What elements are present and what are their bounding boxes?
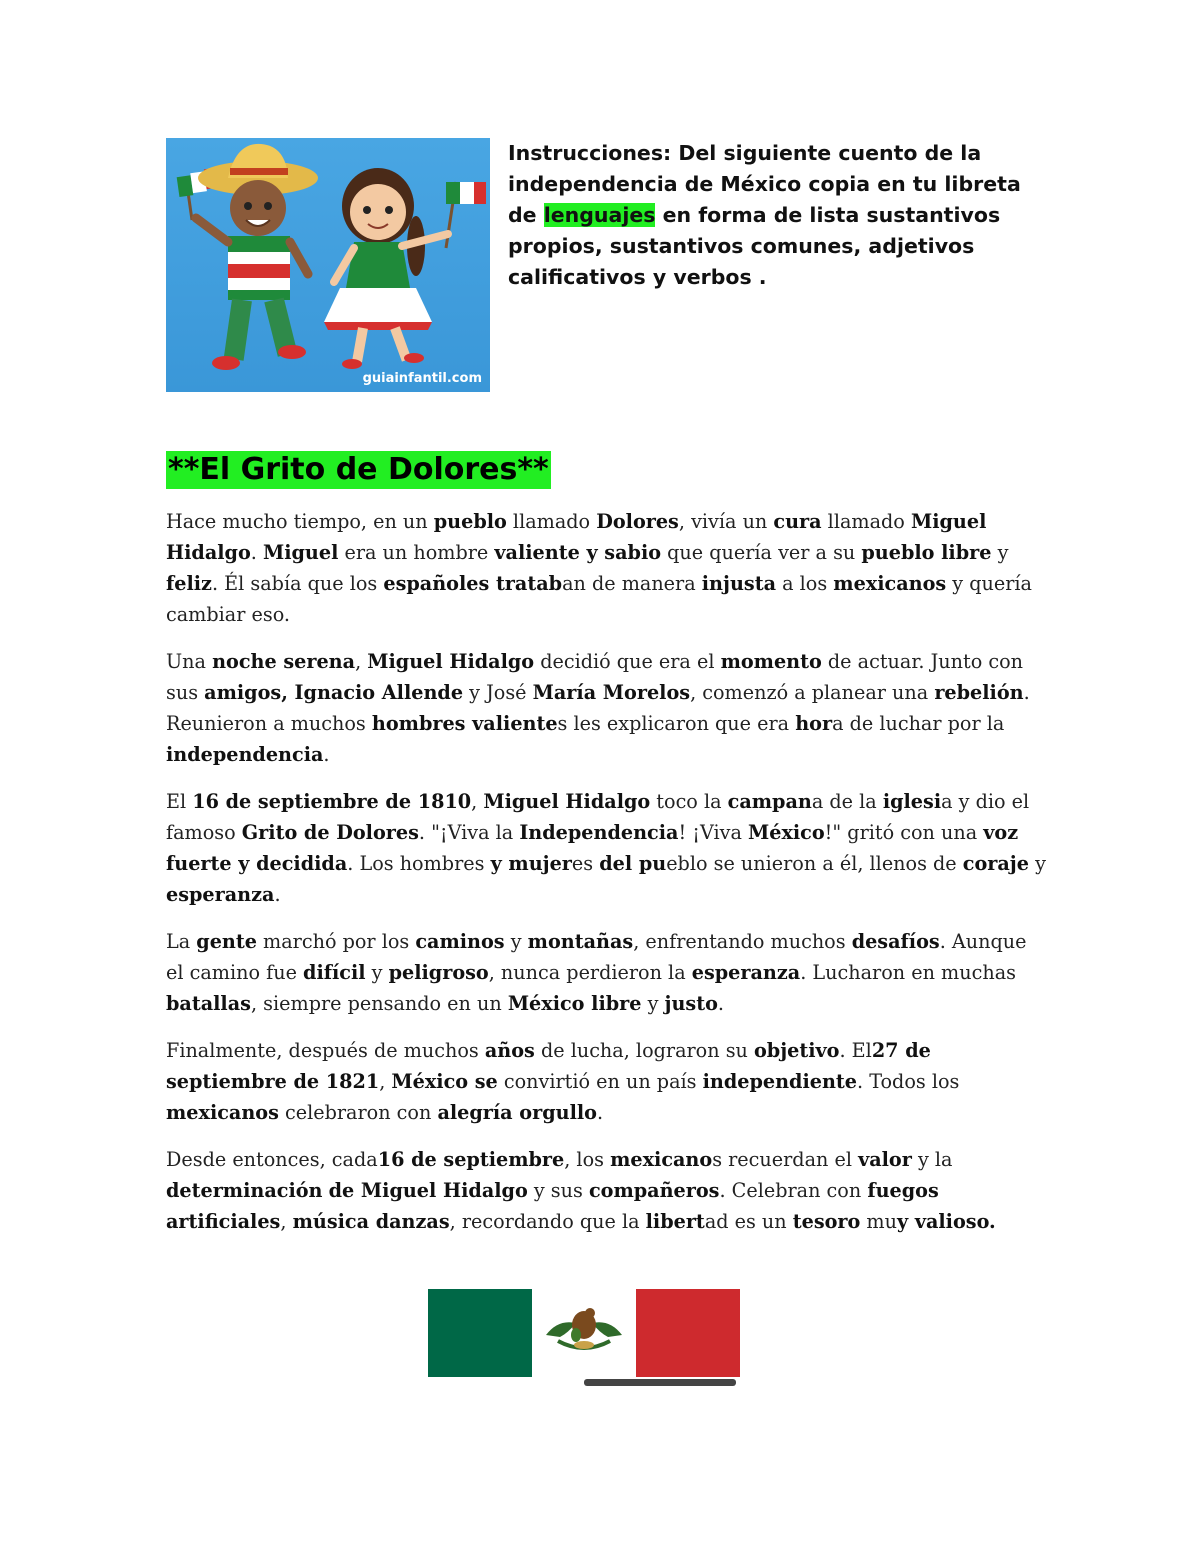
text-run: llamado [506, 510, 597, 533]
text-run: . [250, 541, 263, 564]
text-run: mu [860, 1210, 897, 1233]
text-run: Finalmente, después de muchos [166, 1039, 485, 1062]
text-run: Una [166, 650, 213, 673]
text-run: . Lucharon en muchas [800, 961, 1016, 984]
text-run: . El [839, 1039, 872, 1062]
text-run: . [717, 992, 724, 1015]
text-run: . Todos los [857, 1070, 960, 1093]
bold-word: tesoro [792, 1210, 861, 1233]
text-run: , vivía un [678, 510, 774, 533]
bold-word: Dolores [596, 510, 679, 533]
text-run: , [355, 650, 368, 673]
bold-word: alegría orgullo [437, 1101, 597, 1124]
bold-word: Grito de Dolores [241, 821, 419, 844]
instructions-highlight: lenguajes [543, 203, 656, 227]
bold-word: justo [664, 992, 718, 1015]
bold-word: Miguel Hidalgo [367, 650, 535, 673]
text-run: toco la [650, 790, 728, 813]
text-run: . Celebran con [719, 1179, 868, 1202]
text-run: eblo se unieron a él, llenos de [666, 852, 963, 875]
text-run: a de luchar por la [832, 712, 1005, 735]
text-run: , [280, 1210, 293, 1233]
bold-word: esperanza [691, 961, 801, 984]
bold-word: compañeros [588, 1179, 720, 1202]
bold-word: música danzas [292, 1210, 450, 1233]
story-paragraph [166, 1144, 1046, 1237]
text-run: , [471, 790, 484, 813]
bold-word: hor [795, 712, 833, 735]
text-run: es [571, 852, 600, 875]
text-run: y sus [527, 1179, 589, 1202]
text-run: . [596, 1101, 604, 1124]
text-run: . Él sabía que los [211, 572, 384, 595]
text-run: y quería cambiar eso. [166, 572, 1032, 626]
bold-word: 16 de septiembre [377, 1148, 565, 1171]
text-run: s recuerdan el [712, 1148, 859, 1171]
bold-word: de Miguel Hidalgo [328, 1179, 528, 1202]
text-run: , nunca perdieron la [488, 961, 692, 984]
text-run: y [991, 541, 1009, 564]
bold-word: rebelión [934, 681, 1024, 704]
bold-word: valiente y sabio [494, 541, 662, 564]
text-run: y la [911, 1148, 953, 1171]
bold-word: injusta [701, 572, 776, 595]
bold-word: mexicanos [166, 1101, 279, 1124]
text-run: s les explicaron que era [557, 712, 796, 735]
text-run: ! ¡Viva [678, 821, 748, 844]
bold-word: México se [391, 1070, 498, 1093]
bold-word: y mujer [490, 852, 572, 875]
bold-word: determinación [166, 1179, 323, 1202]
text-run: y [504, 930, 528, 953]
text-run: . Aunque el camino fue [166, 930, 1027, 984]
bold-word: independiente [702, 1070, 857, 1093]
flag-green-stripe [428, 1289, 532, 1377]
instructions-text [508, 138, 1028, 293]
text-run: . [323, 743, 330, 766]
text-run: a de la [811, 790, 883, 813]
text-run: La [166, 930, 197, 953]
bold-word: hombres valiente [371, 712, 558, 735]
bold-word: noche serena [212, 650, 356, 673]
story-body [166, 506, 1046, 1253]
children-with-flags-icon [166, 138, 490, 392]
text-run: y [1028, 852, 1046, 875]
bold-word: españoles tratab [383, 572, 563, 595]
bold-word: 16 de septiembre de 1810 [192, 790, 472, 813]
bold-word: feliz [166, 572, 212, 595]
text-run: , los [564, 1148, 611, 1171]
text-run: ad es un [704, 1210, 793, 1233]
bold-word: momento [720, 650, 822, 673]
bold-word: iglesi [882, 790, 942, 813]
bold-word: México libre [507, 992, 642, 1015]
text-run: . "¡Viva la [418, 821, 520, 844]
story-paragraph [166, 926, 1046, 1019]
text-run: y José [463, 681, 533, 704]
text-run: de lucha, lograron su [534, 1039, 754, 1062]
text-run: , recordando que la [449, 1210, 646, 1233]
story-paragraph [166, 1035, 1046, 1128]
text-run: , comenzó a planear una [690, 681, 935, 704]
text-run: . Reunieron a muchos [166, 681, 1030, 735]
text-run: llamado [821, 510, 911, 533]
bold-word: del pu [599, 852, 667, 875]
bold-word: pueblo libre [861, 541, 992, 564]
bold-word: México [748, 821, 825, 844]
bold-word: fuegos artificiales [166, 1179, 939, 1233]
flag-caption-bar [584, 1379, 736, 1386]
instructions-after: en forma de lista sustantivos propios, sustantivos comunes, adjetivos calificativos y verbos . [508, 203, 1001, 289]
text-run: celebraron con [278, 1101, 438, 1124]
bold-word: 27 de septiembre de 1821 [166, 1039, 931, 1093]
text-run: que quería ver a su [661, 541, 862, 564]
bold-word: cura [773, 510, 822, 533]
bold-word: mexicanos [833, 572, 947, 595]
bold-word: voz fuerte y decidida [166, 821, 1019, 875]
bold-word: peligroso [388, 961, 489, 984]
story-paragraph [166, 646, 1046, 770]
bold-word: independencia [166, 743, 324, 766]
bold-word: batallas [166, 992, 251, 1015]
bold-word: coraje [962, 852, 1029, 875]
bold-word: objetivo [754, 1039, 840, 1062]
text-run: El [166, 790, 193, 813]
text-run: y [365, 961, 389, 984]
bold-word: María Morelos [532, 681, 691, 704]
bold-word: Miguel [262, 541, 339, 564]
text-run: , siempre pensando en un [250, 992, 508, 1015]
text-run: de actuar. Junto con sus [166, 650, 1024, 704]
bold-word: y valioso. [896, 1210, 996, 1233]
text-run: . Los hombres [347, 852, 491, 875]
text-run: Desde entonces, cada [166, 1148, 378, 1171]
mexican-flag-icon [428, 1289, 740, 1389]
text-run: an de manera [562, 572, 702, 595]
bold-word: montañas [527, 930, 634, 953]
story-paragraph [166, 506, 1046, 630]
story-title: **El Grito de Dolores** [168, 452, 549, 487]
bold-word: gente [196, 930, 257, 953]
story-paragraph [166, 786, 1046, 910]
text-run: Hace mucho tiempo, en un [166, 510, 434, 533]
bold-word: difícil [303, 961, 366, 984]
text-run: convirtió en un país [497, 1070, 703, 1093]
bold-word: mexicano [610, 1148, 713, 1171]
image-watermark: guiainfantil.com [362, 371, 482, 386]
text-run: !" gritó con una [824, 821, 984, 844]
text-run: y [641, 992, 665, 1015]
text-run: a los [776, 572, 834, 595]
bold-word: caminos [415, 930, 505, 953]
bold-word: esperanza [166, 883, 275, 906]
instructions-before: Instrucciones: Del siguiente cuento de la independencia de México copia en tu libreta de [508, 141, 1021, 227]
flag-red-stripe [636, 1289, 740, 1377]
bold-word: Miguel Hidalgo [483, 790, 651, 813]
text-run: , [379, 1070, 392, 1093]
bold-word: valor [858, 1148, 912, 1171]
bold-word: pueblo [433, 510, 507, 533]
bold-word: amigos, Ignacio Allende [204, 681, 464, 704]
bold-word: Independencia [519, 821, 679, 844]
bold-word: desafíos [851, 930, 940, 953]
text-run: a y dio el famoso [166, 790, 1030, 844]
bold-word: libert [645, 1210, 705, 1233]
text-run: . [274, 883, 281, 906]
bold-word: campan [727, 790, 812, 813]
children-illustration [166, 138, 490, 392]
text-run: era un hombre [338, 541, 495, 564]
text-run: decidió que era el [534, 650, 721, 673]
text-run: , enfrentando muchos [633, 930, 852, 953]
bold-word: Miguel Hidalgo [166, 510, 987, 564]
bold-word: años [484, 1039, 535, 1062]
text-run: marchó por los [256, 930, 416, 953]
